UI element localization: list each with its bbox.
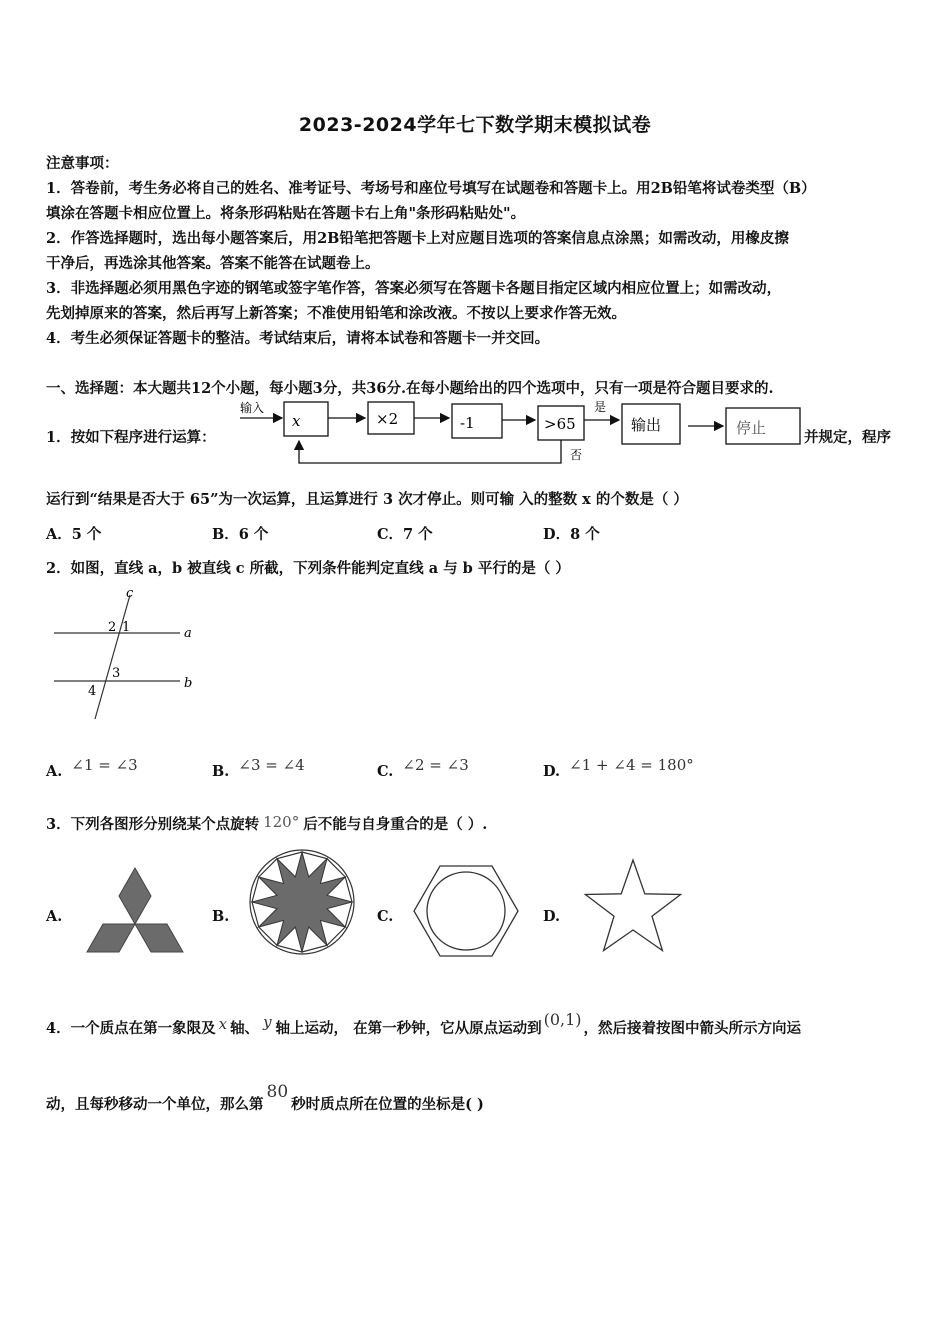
- notice-line: 填涂在答题卡相应位置上。将条形码粘贴在答题卡右上角"条形码粘贴处"。: [46, 205, 526, 222]
- q4-x-var: x: [218, 1015, 228, 1033]
- q3-option-a-letter[interactable]: A.: [46, 908, 63, 925]
- q4-text: 动，且每秒移动一个单位，那么第: [46, 1096, 264, 1113]
- q3-option-c-letter[interactable]: C.: [377, 908, 394, 925]
- flow-box-output-label: 输出: [631, 416, 662, 434]
- q2-option-a[interactable]: [46, 756, 138, 780]
- page-title: 2023-2024学年七下数学期末模拟试卷: [298, 114, 652, 136]
- line-c: [95, 595, 130, 719]
- notice-line: 4．考生必须保证答题卡的整洁。考试结束后，请将本试卷和答题卡一并交回。: [46, 330, 550, 347]
- flow-box-stop-label: 停止: [736, 419, 767, 437]
- notice-line: 干净后，再选涂其他答案。答案不能答在试题卷上。: [46, 255, 380, 272]
- notice-line: 2．作答选择题时，选出每小题答案后，用2B铅笔把答题卡上对应题目选项的答案信息点涂黑；如需改动，用橡皮擦: [46, 230, 789, 247]
- flow-box-x: [284, 402, 328, 436]
- q2-option-b[interactable]: [212, 756, 305, 780]
- q2-figure: [46, 585, 206, 725]
- q1-suffix: 并规定，程序: [804, 429, 891, 446]
- q4-text: 秒时质点所在位置的坐标是( ): [291, 1096, 484, 1113]
- flow-loop-arrow: [299, 440, 561, 463]
- q1-flowchart: [236, 396, 806, 468]
- option-formula: ∠1 = ∠3: [71, 756, 138, 774]
- option-formula: ∠3 = ∠4: [238, 756, 305, 774]
- label-b: b: [184, 676, 193, 691]
- flow-box-sub-label: -1: [460, 414, 475, 432]
- q3-option-b-letter[interactable]: B.: [212, 908, 230, 925]
- q4-text: 轴上运动， 在第一秒钟，它从原点运动到: [275, 1020, 542, 1037]
- q3-option-b-figure[interactable]: [248, 848, 356, 956]
- label-c: c: [126, 586, 134, 601]
- flow-box-mul-label: ×2: [376, 410, 399, 428]
- inner-circle: [427, 872, 505, 950]
- option-letter: C.: [377, 763, 394, 780]
- q3-option-d-figure[interactable]: [580, 856, 686, 956]
- option-formula: ∠2 = ∠3: [402, 756, 469, 774]
- angle-4-label: 4: [88, 684, 97, 699]
- flow-box-x-label: x: [292, 412, 301, 430]
- q1-option-b[interactable]: B．6 个: [212, 526, 269, 543]
- flow-no-label: 否: [570, 448, 583, 462]
- angle-3-label: 3: [112, 666, 121, 681]
- q4-text: ，然后接着按图中箭头所示方向运: [583, 1020, 802, 1037]
- q4-y-var: y: [263, 1013, 272, 1031]
- q4-line-2: [46, 1082, 484, 1114]
- q2-option-d[interactable]: [543, 756, 694, 780]
- q3-option-a-figure[interactable]: [84, 866, 188, 958]
- q4-line-1: [46, 1010, 802, 1038]
- flow-yes-label: 是: [594, 400, 607, 414]
- q1-text: 运行到“结果是否大于 65”为一次运算，且运算进行 3 次才停止。则可输 入的整数 x 的个数是（ ）: [46, 491, 688, 508]
- label-a: a: [184, 626, 192, 641]
- q3-text: [46, 813, 487, 834]
- section-heading: 一、选择题：本大题共12个小题，每小题3分，共36分.在每小题给出的四个选项中，只有一项是符合题目要求的.: [46, 380, 774, 397]
- q4-point: (0,1): [543, 1010, 582, 1029]
- tri-rhombus-shape: [87, 868, 183, 952]
- q4-text: 轴、: [230, 1020, 260, 1037]
- q2-option-c[interactable]: [377, 756, 469, 780]
- option-formula: ∠1 + ∠4 = 180°: [569, 756, 694, 774]
- q3-option-c-figure[interactable]: [412, 864, 520, 958]
- q3-option-d-letter[interactable]: D.: [543, 908, 561, 925]
- q4-text: 4．一个质点在第一象限及: [46, 1020, 216, 1037]
- q1-option-a[interactable]: A．5 个: [46, 526, 102, 543]
- q3-text-b: 后不能与自身重合的是（ ）.: [303, 816, 488, 833]
- notice-line: 1．答卷前，考生务必将自己的姓名、准考证号、考场号和座位号填写在试题卷和答题卡上。用2B铅笔将试卷类型（B）: [46, 180, 816, 197]
- q1-prefix: 1．按如下程序进行运算：: [46, 429, 216, 446]
- option-letter: A.: [46, 763, 63, 780]
- notice-line: 先划掉原来的答案，然后再写上新答案；不准使用铅笔和涂改液。不按以上要求作答无效。: [46, 305, 626, 322]
- flow-input-label: 输入: [240, 401, 265, 415]
- option-letter: B.: [212, 763, 230, 780]
- q3-angle: 120°: [263, 813, 300, 831]
- q1-option-c[interactable]: C．7 个: [377, 526, 433, 543]
- q4-seconds: 80: [266, 1082, 289, 1102]
- angle-2-label: 2: [108, 620, 117, 635]
- flow-box-compare-label: >65: [544, 415, 576, 433]
- option-letter: D.: [543, 763, 561, 780]
- angle-1-label: 1: [122, 620, 131, 635]
- q2-text: 2．如图，直线 a，b 被直线 c 所截，下列条件能判定直线 a 与 b 平行的是（ ）: [46, 560, 570, 577]
- q1-option-d[interactable]: D．8 个: [543, 526, 600, 543]
- five-point-star-shape: [585, 860, 680, 951]
- q3-text-a: 3．下列各图形分别绕某个点旋转: [46, 816, 260, 833]
- notice-heading: 注意事项：: [46, 155, 119, 172]
- notice-line: 3．非选择题必须用黑色字迹的钢笔或签字笔作答，答案必须写在答题卡各题目指定区域内相应位置上；如需改动，: [46, 280, 782, 297]
